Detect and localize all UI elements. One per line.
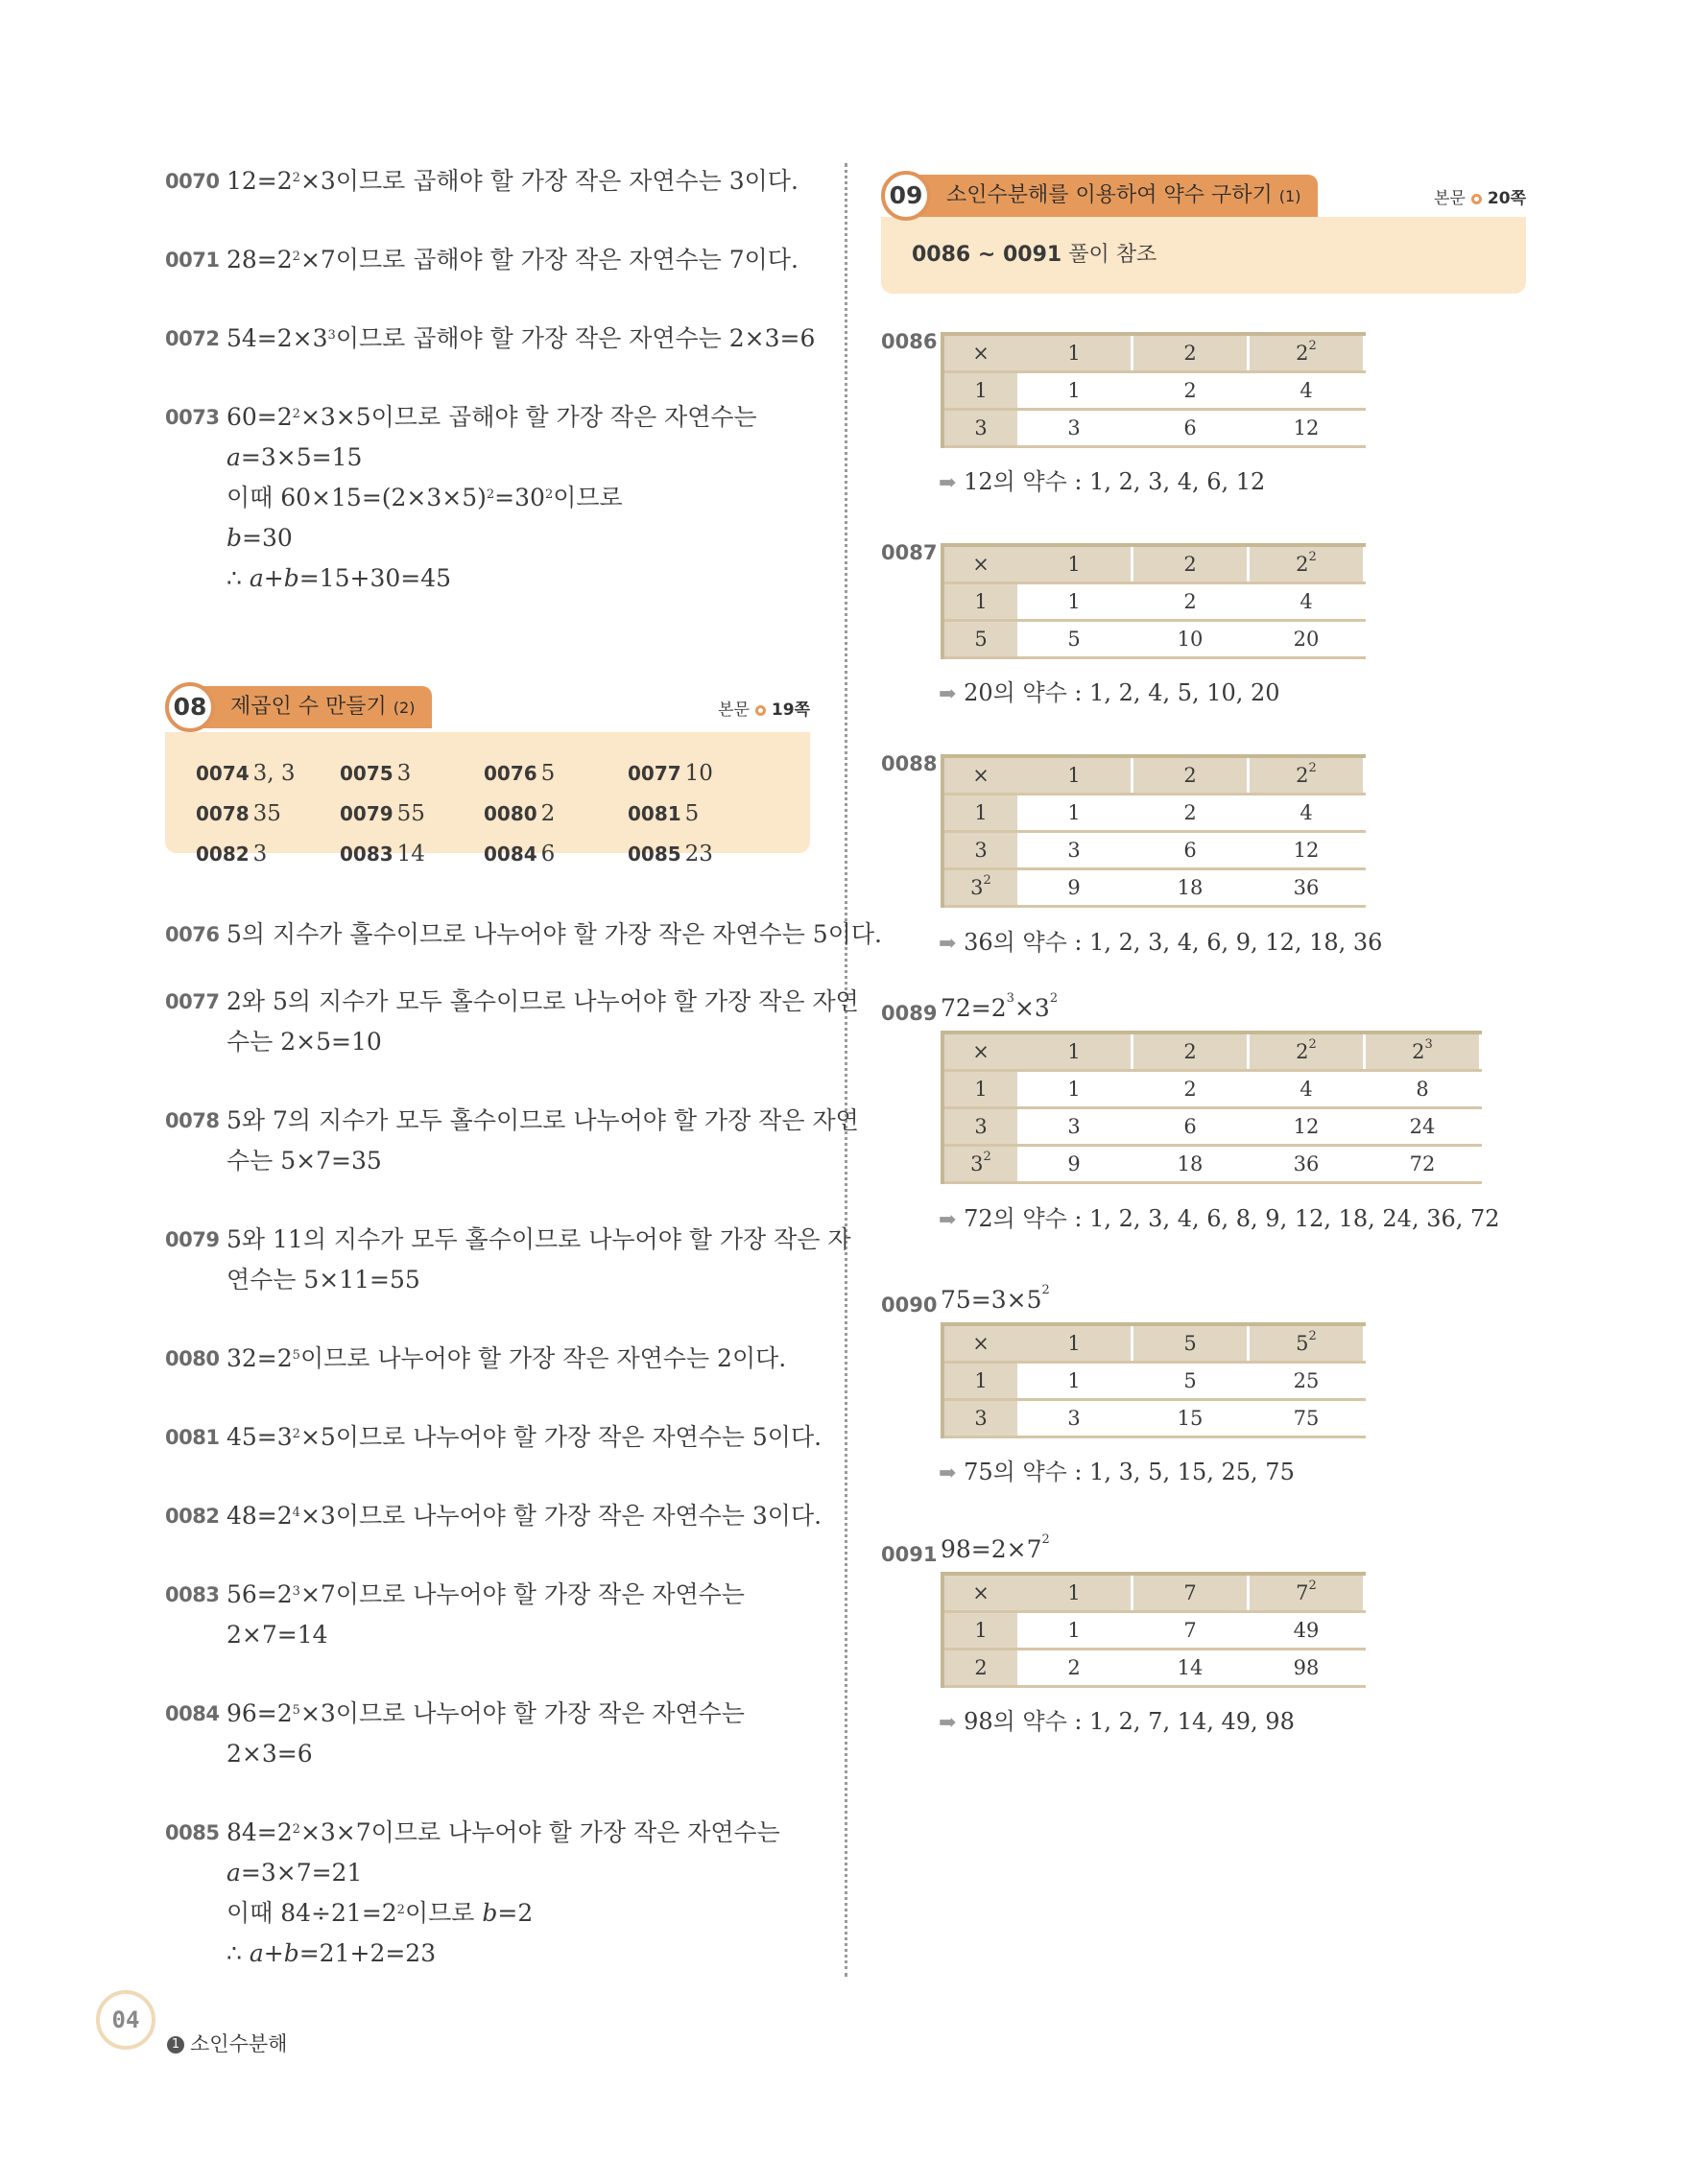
divisor-result: ➡ 12의 약수 : 1, 2, 3, 4, 6, 12 xyxy=(939,468,1266,495)
problem-0078 xyxy=(165,1101,859,1181)
problem-0076 xyxy=(165,914,882,955)
problem-number: 0071 xyxy=(165,249,220,272)
table-cell: 4 xyxy=(1249,795,1365,832)
table-label: 0090 xyxy=(881,1294,938,1317)
divisor-result: ➡ 36의 약수 : 1, 2, 3, 4, 6, 9, 12, 18, 36 xyxy=(939,929,1383,956)
problem-number: 0070 xyxy=(165,170,220,193)
divisor-table xyxy=(941,332,1366,448)
section-number-badge: 08 xyxy=(165,682,215,732)
table-cell: 12 xyxy=(1249,410,1365,447)
problem-number: 0085 xyxy=(165,1821,220,1844)
arrow-right-icon: ➡ xyxy=(939,932,957,956)
divisor-table xyxy=(941,754,1366,908)
table-header-cell: $7^2$ xyxy=(1249,1574,1365,1612)
table-row xyxy=(942,1650,1365,1687)
problem-0084 xyxy=(165,1694,745,1774)
table-cell: 36 xyxy=(1249,1146,1365,1183)
answer-0084: 0084 6 xyxy=(484,842,556,866)
table-cell: 5 xyxy=(1017,621,1133,658)
table-cell: $3^2$ xyxy=(942,869,1017,907)
table-header-cell: × xyxy=(942,1033,1017,1071)
column-divider xyxy=(845,163,847,1977)
table-row xyxy=(942,621,1365,658)
divisor-result: ➡ 75의 약수 : 1, 3, 5, 15, 25, 75 xyxy=(939,1459,1295,1485)
table-cell: 7 xyxy=(1133,1612,1249,1650)
table-row xyxy=(942,1400,1365,1437)
table-label: 0089 xyxy=(881,1002,938,1025)
table-header-cell: $2^3$ xyxy=(1365,1033,1481,1071)
table-label: 0091 xyxy=(881,1543,938,1566)
table-cell: 3 xyxy=(1017,1108,1133,1146)
table-header-cell: $2^2$ xyxy=(1249,756,1365,795)
problem-line: $60=2^2\times 3\times 5$이므로 곱해야 할 가장 작은 자연수는 xyxy=(227,403,757,431)
divisor-table xyxy=(941,1572,1366,1688)
circle-icon xyxy=(1471,194,1482,204)
problem-line: $56=2^3\times 7$이므로 나누어야 할 가장 작은 자연수는 xyxy=(227,1580,745,1608)
problem-line: a=3×7=21 xyxy=(227,1859,363,1887)
problem-line: a=3×5=15 xyxy=(227,443,363,471)
problem-line: $45=3^2\times 5$이므로 나누어야 할 가장 작은 자연수는 5이다. xyxy=(227,1423,823,1451)
table-cell: 14 xyxy=(1133,1650,1249,1687)
table-cell: 1 xyxy=(942,583,1017,621)
table-cell: 3 xyxy=(1017,410,1133,447)
problem-0082 xyxy=(165,1496,822,1536)
divisor-result: ➡ 72의 약수 : 1, 2, 3, 4, 6, 8, 9, 12, 18, 24, 36, 72 xyxy=(939,1205,1500,1232)
table-title: $72=2^3\times 3^2$ xyxy=(941,991,1059,1022)
table-cell: 2 xyxy=(942,1650,1017,1687)
table-header-cell: $2^2$ xyxy=(1249,545,1365,583)
circle-icon xyxy=(755,705,766,716)
divisor-table xyxy=(941,1322,1366,1438)
table-header-cell: 2 xyxy=(1133,545,1249,583)
section-number-badge: 09 xyxy=(881,171,931,221)
problem-line: 수는 2×5=10 xyxy=(227,1028,382,1056)
problem-number: 0084 xyxy=(165,1702,220,1725)
table-cell: 1 xyxy=(942,795,1017,832)
table-cell: 15 xyxy=(1133,1400,1249,1437)
problem-0085 xyxy=(165,1813,780,1974)
problem-line: 이때 $60\times 15=(2\times 3\times 5)^2=30^2$이므로 xyxy=(227,484,623,511)
answer-0075: 0075 3 xyxy=(340,761,412,786)
answer-0078: 0078 35 xyxy=(196,801,281,826)
table-cell: 1 xyxy=(1017,372,1133,410)
table-cell: 2 xyxy=(1133,583,1249,621)
table-cell: 5 xyxy=(1133,1363,1249,1400)
problem-number: 0083 xyxy=(165,1583,220,1606)
table-row xyxy=(942,1071,1481,1108)
table-cell: 2 xyxy=(1017,1650,1133,1687)
arrow-right-icon: ➡ xyxy=(939,682,957,706)
answer-0076: 0076 5 xyxy=(484,761,556,786)
table-cell: 3 xyxy=(942,1400,1017,1437)
table-cell: 8 xyxy=(1365,1071,1481,1108)
section-title: 소인수분해를 이용하여 약수 구하기 (1) xyxy=(906,175,1318,217)
arrow-right-icon: ➡ xyxy=(939,1711,957,1735)
problem-line: ∴ a+b=15+30=45 xyxy=(227,564,452,592)
table-cell: 6 xyxy=(1133,1108,1249,1146)
problem-0081 xyxy=(165,1417,822,1458)
problem-0080 xyxy=(165,1339,786,1379)
divisor-table xyxy=(941,543,1366,659)
problem-line: 2×7=14 xyxy=(227,1621,328,1649)
answer-0077: 0077 10 xyxy=(628,761,713,786)
table-cell: 1 xyxy=(942,1363,1017,1400)
table-cell: 1 xyxy=(1017,1071,1133,1108)
table-header-cell: $5^2$ xyxy=(1249,1324,1365,1363)
table-cell: 1 xyxy=(1017,1612,1133,1650)
problem-line: $32=2^5$이므로 나누어야 할 가장 작은 자연수는 2이다. xyxy=(227,1344,787,1372)
answer-0080: 0080 2 xyxy=(484,801,556,826)
problem-number: 0080 xyxy=(165,1347,220,1370)
arrow-right-icon: ➡ xyxy=(939,1208,957,1232)
problem-0071 xyxy=(165,240,799,280)
table-cell: 2 xyxy=(1133,372,1249,410)
table-cell: 4 xyxy=(1249,372,1365,410)
problem-line: $28=2^2\times 7$이므로 곱해야 할 가장 작은 자연수는 7이다. xyxy=(227,246,799,273)
problem-line: $48=2^4\times 3$이므로 나누어야 할 가장 작은 자연수는 3이다. xyxy=(227,1502,823,1530)
table-row xyxy=(942,372,1365,410)
answer-0083: 0083 14 xyxy=(340,842,425,866)
section-09-note-box xyxy=(881,217,1526,294)
problem-line: 5와 7의 지수가 모두 홀수이므로 나누어야 할 가장 작은 자연 xyxy=(227,1106,859,1134)
table-header-cell: 1 xyxy=(1017,334,1133,372)
table-cell: 24 xyxy=(1365,1108,1481,1146)
table-cell: 18 xyxy=(1133,869,1249,907)
divisor-result: ➡ 98의 약수 : 1, 2, 7, 14, 49, 98 xyxy=(939,1708,1295,1735)
page-number: 04 xyxy=(96,1990,155,2050)
problem-line: 이때 $84\div 21=2^2$이므로 b=2 xyxy=(227,1899,534,1927)
problem-0083 xyxy=(165,1575,745,1655)
answer-0074: 0074 3, 3 xyxy=(196,761,296,786)
problem-0079 xyxy=(165,1220,851,1300)
table-header-cell: 1 xyxy=(1017,1324,1133,1363)
table-title: $98=2\times 7^2$ xyxy=(941,1532,1050,1563)
problem-number: 0072 xyxy=(165,327,220,350)
table-row xyxy=(942,1612,1365,1650)
arrow-right-icon: ➡ xyxy=(939,471,957,495)
table-header-cell: 5 xyxy=(1133,1324,1249,1363)
chapter-label: 1 소인수분해 xyxy=(167,2029,287,2057)
problem-line: $84=2^2\times 3\times 7$이므로 나누어야 할 가장 작은 자연수는 xyxy=(227,1818,780,1846)
table-label: 0086 xyxy=(881,330,938,353)
table-row xyxy=(942,410,1365,447)
problem-line: 5의 지수가 홀수이므로 나누어야 할 가장 작은 자연수는 5이다. xyxy=(227,920,882,948)
table-cell: 72 xyxy=(1365,1146,1481,1183)
section-page-ref: 본문 20쪽 xyxy=(1434,189,1526,208)
answer-0081: 0081 5 xyxy=(628,801,700,826)
table-cell: 4 xyxy=(1249,1071,1365,1108)
table-cell: 12 xyxy=(1249,1108,1365,1146)
table-cell: $3^2$ xyxy=(942,1146,1017,1183)
section-08-header xyxy=(165,682,810,732)
table-cell: 12 xyxy=(1249,832,1365,869)
problem-number: 0079 xyxy=(165,1228,220,1251)
table-cell: 1 xyxy=(1017,1363,1133,1400)
table-cell: 18 xyxy=(1133,1146,1249,1183)
table-cell: 5 xyxy=(942,621,1017,658)
table-header-cell: $2^2$ xyxy=(1249,334,1365,372)
table-cell: 9 xyxy=(1017,1146,1133,1183)
table-cell: 25 xyxy=(1249,1363,1365,1400)
table-label: 0088 xyxy=(881,752,938,775)
table-header-cell: 1 xyxy=(1017,545,1133,583)
table-cell: 9 xyxy=(1017,869,1133,907)
section-09-header xyxy=(881,171,1526,221)
table-cell: 2 xyxy=(1133,1071,1249,1108)
problem-number: 0078 xyxy=(165,1109,220,1132)
table-header-cell: 1 xyxy=(1017,1574,1133,1612)
answer-0085: 0085 23 xyxy=(628,842,713,866)
table-row xyxy=(942,1146,1481,1183)
table-header-cell: × xyxy=(942,1324,1017,1363)
section-08-answer-box xyxy=(165,732,810,866)
problem-line: 2×3=6 xyxy=(227,1740,313,1768)
table-cell: 3 xyxy=(1017,832,1133,869)
table-cell: 75 xyxy=(1249,1400,1365,1437)
table-row xyxy=(942,832,1365,869)
problem-0077 xyxy=(165,982,859,1062)
problem-number: 0081 xyxy=(165,1426,220,1449)
problem-line: $12=2^2\times 3$이므로 곱해야 할 가장 작은 자연수는 3이다. xyxy=(227,167,799,195)
answer-0079: 0079 55 xyxy=(340,801,425,826)
problem-line: $96=2^5\times 3$이므로 나누어야 할 가장 작은 자연수는 xyxy=(227,1699,745,1727)
table-cell: 36 xyxy=(1249,869,1365,907)
chapter-number-icon: 1 xyxy=(167,2036,184,2053)
problem-number: 0077 xyxy=(165,990,220,1013)
table-cell: 3 xyxy=(1017,1400,1133,1437)
table-row xyxy=(942,583,1365,621)
table-row xyxy=(942,1363,1365,1400)
table-header-cell: × xyxy=(942,334,1017,372)
problem-line: ∴ a+b=21+2=23 xyxy=(227,1939,437,1967)
table-cell: 1 xyxy=(1017,795,1133,832)
table-cell: 3 xyxy=(942,1108,1017,1146)
table-header-cell: $2^2$ xyxy=(1249,1033,1365,1071)
problem-line: 2와 5의 지수가 모두 홀수이므로 나누어야 할 가장 작은 자연 xyxy=(227,987,859,1015)
table-cell: 20 xyxy=(1249,621,1365,658)
problem-number: 0073 xyxy=(165,406,220,429)
table-header-cell: 7 xyxy=(1133,1574,1249,1612)
table-cell: 1 xyxy=(1017,583,1133,621)
table-header-cell: 2 xyxy=(1133,334,1249,372)
table-cell: 10 xyxy=(1133,621,1249,658)
table-header-cell: × xyxy=(942,545,1017,583)
table-label: 0087 xyxy=(881,541,938,564)
table-header-cell: 1 xyxy=(1017,1033,1133,1071)
table-row xyxy=(942,869,1365,907)
table-cell: 3 xyxy=(942,410,1017,447)
table-header-cell: 2 xyxy=(1133,756,1249,795)
problem-line: b=30 xyxy=(227,524,293,552)
divisor-result: ➡ 20의 약수 : 1, 2, 4, 5, 10, 20 xyxy=(939,679,1280,706)
table-cell: 3 xyxy=(942,832,1017,869)
table-cell: 1 xyxy=(942,1071,1017,1108)
problem-number: 0076 xyxy=(165,923,220,946)
table-cell: 4 xyxy=(1249,583,1365,621)
table-cell: 98 xyxy=(1249,1650,1365,1687)
problem-number: 0082 xyxy=(165,1505,220,1528)
problem-0070 xyxy=(165,161,799,202)
table-row xyxy=(942,795,1365,832)
problem-line: $54=2\times 3^3$이므로 곱해야 할 가장 작은 자연수는 2×3=6 xyxy=(227,324,816,352)
divisor-table xyxy=(941,1031,1482,1184)
table-row xyxy=(942,1108,1481,1146)
problem-line: 5와 11의 지수가 모두 홀수이므로 나누어야 할 가장 작은 자 xyxy=(227,1225,851,1253)
problem-line: 연수는 5×11=55 xyxy=(227,1266,420,1294)
table-header-cell: 2 xyxy=(1133,1033,1249,1071)
table-header-cell: 1 xyxy=(1017,756,1133,795)
problem-line: 수는 5×7=35 xyxy=(227,1147,382,1175)
table-header-cell: × xyxy=(942,1574,1017,1612)
arrow-right-icon: ➡ xyxy=(939,1461,957,1485)
section-09-note: 0086 ~ 0091 풀이 참조 xyxy=(912,243,1157,267)
table-title: $75=3\times 5^2$ xyxy=(941,1283,1050,1314)
answer-0082: 0082 3 xyxy=(196,842,268,866)
problem-0073 xyxy=(165,397,757,599)
section-title: 제곱인 수 만들기 (2) xyxy=(190,686,432,728)
table-cell: 1 xyxy=(942,1612,1017,1650)
table-cell: 1 xyxy=(942,372,1017,410)
table-cell: 2 xyxy=(1133,795,1249,832)
section-page-ref: 본문 19쪽 xyxy=(718,700,810,720)
table-header-cell: × xyxy=(942,756,1017,795)
problem-0072 xyxy=(165,319,815,359)
table-cell: 6 xyxy=(1133,410,1249,447)
table-cell: 6 xyxy=(1133,832,1249,869)
table-cell: 49 xyxy=(1249,1612,1365,1650)
